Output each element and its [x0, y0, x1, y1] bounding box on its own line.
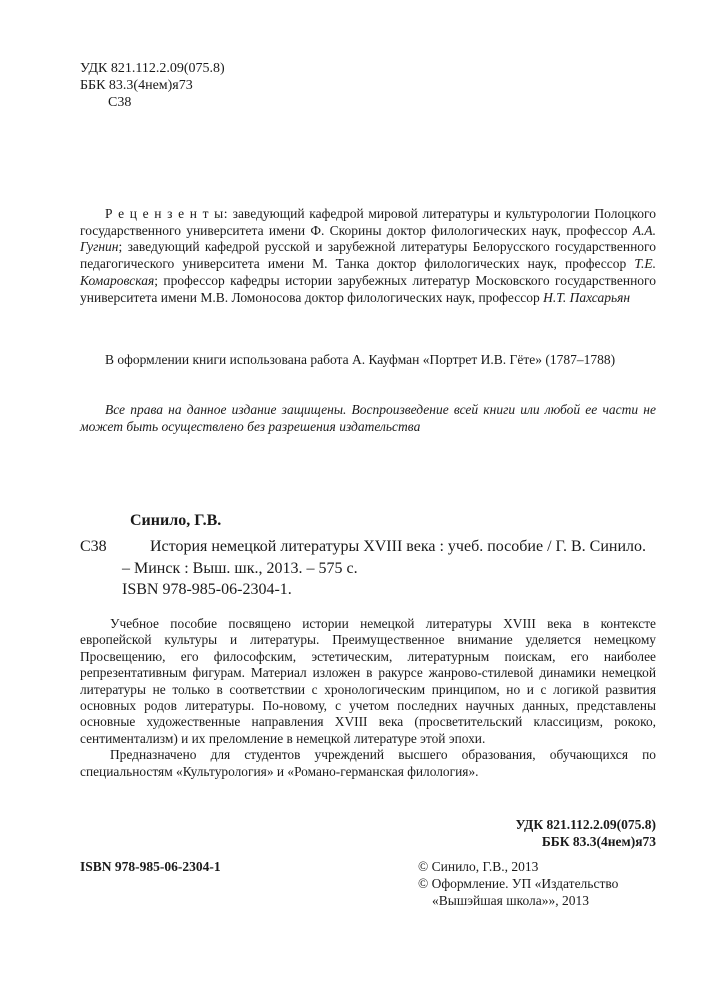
- bbk-code-top: ББК 83.3(4нем)я73: [80, 78, 193, 93]
- copyright-author-line: © Синило, Г.В., 2013: [418, 859, 539, 874]
- catalog-card-entry: [80, 536, 656, 601]
- annotation-block: [80, 616, 656, 780]
- classification-codes-top: [80, 60, 656, 111]
- book-author-code-top: С38: [108, 95, 132, 110]
- catalog-body: [122, 536, 656, 601]
- catalog-author-code: С38: [80, 538, 107, 555]
- artwork-note-paragraph: В оформлении книги использована работа А. Кауфман «Портрет И.В. Гёте» (1787–1788): [105, 352, 616, 367]
- reviewer-name-3: Н.Т. Пахсарьян: [543, 289, 631, 305]
- reviewers-label: Р е ц е н з е н т ы:: [105, 206, 228, 221]
- classification-codes-bottom: [80, 816, 656, 850]
- footer-isbn: ISBN 978-985-06-2304-1: [80, 859, 221, 874]
- reviewers-text-3: ; профессор кафедры истории зарубежных литератур Московского государственного университета имени М.В. Ломоносова доктор филологических наук, профессор: [80, 272, 656, 305]
- catalog-entry-text: История немецкой литературы XVIII века : учеб. пособие / Г. В. Синило. – Минск : Выш. шк., 2013. – 575 с.: [122, 538, 646, 577]
- copyright-design-line-1: © Оформление. УП «Издательство: [418, 876, 619, 891]
- udk-code-bottom: УДК 821.112.2.09(075.8): [515, 817, 656, 832]
- udk-code-top: УДК 821.112.2.09(075.8): [80, 61, 225, 76]
- rights-note-paragraph: Все права на данное издание защищены. Воспроизведение всей книги или любой ее части не может быть осуществлено без разрешения издательства: [80, 402, 656, 434]
- footer-copyright-block: [418, 858, 668, 909]
- annotation-paragraph-2: Предназначено для студентов учреждений высшего образования, обучающихся по специальностям «Культурология» и «Романо-германская филология».: [80, 747, 656, 779]
- catalog-author: Синило, Г.В.: [130, 512, 222, 529]
- reviewer-name-2: Т.Е. Комаровская: [80, 256, 656, 288]
- copyright-design-line-2: «Вышэйшая школа»», 2013: [432, 893, 590, 908]
- reviewers-text-1: заведующий кафедрой мировой литературы и культурологии Полоцкого государственного университета имени Ф. Скорины доктор филологических наук, профессор: [80, 206, 656, 238]
- reviewers-paragraph: [80, 206, 656, 306]
- bbk-code-bottom: ББК 83.3(4нем)я73: [541, 834, 656, 849]
- reviewers-text-2: ; заведующий кафедрой русской и зарубежной литературы Белорусского государственного педагогического университета имени М. Танка доктор филологических наук, профессор: [80, 239, 656, 272]
- catalog-isbn-line: ISBN 978-985-06-2304-1.: [122, 581, 292, 598]
- annotation-paragraph-1: Учебное пособие посвящено истории немецкой литературы XVIII века в контексте европейской культуры и литературы. Преимущественное внимание уделяется немецкому Просвещению, его философским, эстетическим, литературным поискам, его наиболее репрезентативным фигурам. Материал изложен в ракурсе жанрово-стилевой динамики немецкой литературы не только в соответствии с хронологическим принципом, но и с логикой развития основных родов литературы. По-новому, с учетом последних научных данных, представлены основные художественные направления XVIII века (просветительский классицизм, рококо, сентиментализм) и их преломление в немецкой литературе этой эпохи.: [80, 616, 656, 746]
- reviewer-name-1: А.А. Гугнин: [80, 222, 656, 255]
